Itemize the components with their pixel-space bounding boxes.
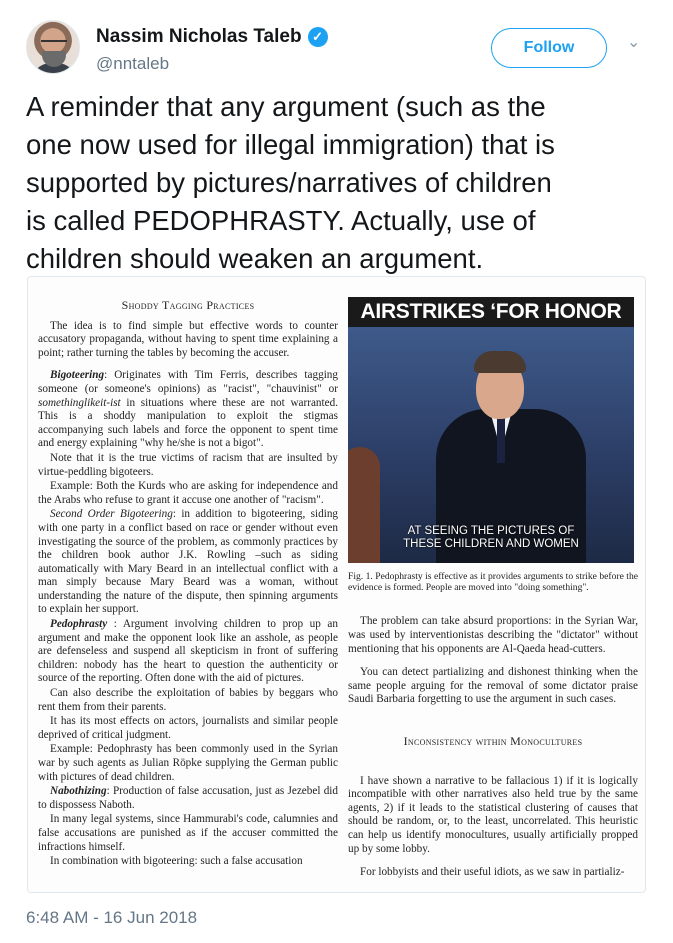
term-bigoteering: Bigoteering bbox=[50, 369, 105, 382]
intro-paragraph: The idea is to find simple but effective words to counter accusatory propaganda, without having to spent time explaining a point; rather turning the tables by becoming the accuser. bbox=[38, 319, 338, 359]
nabothizing-paragraph bbox=[38, 785, 338, 812]
section-title-monocultures: Inconsistency within Monocultures bbox=[403, 733, 583, 748]
bigoteering-italic: somethinglikeit-ist bbox=[38, 396, 121, 409]
bigoteering-text: : Originates with Tim Ferris, describes tagging someone (or someone's opinions) as "racist", "chauvinist" or bbox=[38, 369, 338, 395]
tweet-header bbox=[0, 0, 673, 90]
lobbyists-paragraph: For lobbyists and their useful idiots, as we saw in partializ- bbox=[360, 866, 625, 879]
follow-button[interactable]: Follow bbox=[491, 28, 607, 68]
section-title: Shoddy Tagging Practices bbox=[121, 298, 255, 312]
photo-caption bbox=[348, 525, 634, 551]
babies-paragraph: Can also describe the exploitation of babies by beggars who rent them from their parents. bbox=[38, 687, 338, 713]
pedophrasty-text: : Argument involving children to prop up an argument and make the opponent look like an asshole, as people are defenseless and suspend all skepticism in front of suffering children: nobody has the heart to question the authenticity or source of the reporting. Often done with the aid of pictures. bbox=[38, 618, 338, 685]
figure-caption: Fig. 1. Pedophrasty is effective as it provides arguments to strike before the evidence is formed. People are moved into "doing something". bbox=[348, 571, 638, 594]
pedophrasty-paragraph bbox=[38, 618, 338, 686]
example-paragraph: Example: Both the Kurds who are asking for independence and the Arabs who refuse to grant it accuse one another of "racism". bbox=[38, 480, 338, 506]
syrian-war-paragraph: The problem can take absurd proportions: in the Syrian War, was used by interventionistas describing the "dictator" without mentioning that his opponents are Al-Qaeda head-cutters. bbox=[348, 615, 638, 655]
user-name[interactable]: Nassim Nicholas Taleb bbox=[96, 26, 302, 47]
photo-caption-line-1: AT SEEING THE PICTURES OF bbox=[407, 525, 575, 537]
paper-right-column bbox=[348, 297, 638, 881]
avatar[interactable] bbox=[26, 20, 80, 74]
tweet-text: A reminder that any argument (such as the one now used for illegal immigration) that is supported by pictures/narratives of children is called PEDOPHRASTY. Actually, use of children should weaken an argument. bbox=[26, 91, 555, 274]
effects-paragraph: It has its most effects on actors, journalists and similar people deprived of critical judgment. bbox=[38, 715, 338, 741]
bigoteering-paragraph bbox=[38, 369, 338, 451]
note-paragraph: Note that it is the true victims of racism that are insulted by virtue-peddling bigoteers. bbox=[38, 451, 338, 478]
tweet-timestamp[interactable]: 6:48 AM - 16 Jun 2018 bbox=[26, 908, 198, 927]
partializing-paragraph: You can detect partializing and dishonest thinking when the same people arguing for the removal of some dictator praise Saudi Barbaria forgetting to use the argument in such cases. bbox=[348, 666, 638, 706]
name-row bbox=[96, 25, 328, 49]
term-nabothizing: Nabothizing bbox=[50, 785, 107, 798]
photo-hair bbox=[474, 351, 526, 373]
example2-paragraph: Example: Pedophrasty has been commonly used in the Syrian war by such agents as Julian Röpke supplying the German public with pictures of dead children. bbox=[38, 743, 338, 783]
term-second-order: Second Order Bigoteering bbox=[50, 508, 173, 521]
chevron-down-icon[interactable]: ⌄ bbox=[627, 34, 641, 51]
narrative-paragraph: I have shown a narrative to be fallacious 1) if it is logically incompatible with other narratives also held true by the same agents, 2) if it leads to the statistical clustering of causes that should be random, or, to the least, uncorrelated. This heuristic can help us identify monocultures, usually artificially propped up by some lobby. bbox=[348, 774, 638, 855]
paper-left-column bbox=[38, 299, 338, 870]
photo-tie bbox=[497, 415, 505, 463]
figure-photo bbox=[348, 297, 634, 563]
nabothizing-text: : Production of false accusation, just as Jezebel did to dispossess Naboth. bbox=[38, 785, 338, 811]
combination-paragraph: In combination with bigoteering: such a false accusation bbox=[50, 855, 303, 868]
photo-headline: AIRSTRIKES ‘FOR HONOR bbox=[348, 297, 634, 327]
bigoteering-text-2: in situations where these are not warranted. This is a shoddy manipulation to exploit the stigmas accompanying such labels and force the opponent to spent time and energy explaining "why he/she is not a bigot". bbox=[38, 396, 338, 450]
user-handle[interactable]: @nntaleb bbox=[96, 54, 170, 73]
second-order-text: : in addition to bigoteering, siding with one party in a conflict based on race or gender without even investigating the source of the problem, as commonly practices by the children book author J.K. Rowling –such as siding automatically with Mary Beard in an intellectual conflict with a man simply because Mary Beard was a woman, without understanding the nature of the dispute, then spinning arguments to explain her support. bbox=[38, 508, 339, 616]
photo-caption-line-2: THESE CHILDREN AND WOMEN bbox=[403, 538, 579, 550]
attached-image[interactable] bbox=[27, 276, 646, 893]
legal-paragraph: In many legal systems, since Hammurabi's code, calumnies and false accusations are punished as if the accuser committed the infractions himself. bbox=[38, 813, 338, 853]
verified-badge-icon: ✓ bbox=[308, 27, 328, 47]
term-pedophrasty: Pedophrasty bbox=[50, 618, 108, 631]
second-order-paragraph bbox=[38, 508, 338, 617]
avatar-glasses bbox=[41, 40, 67, 47]
